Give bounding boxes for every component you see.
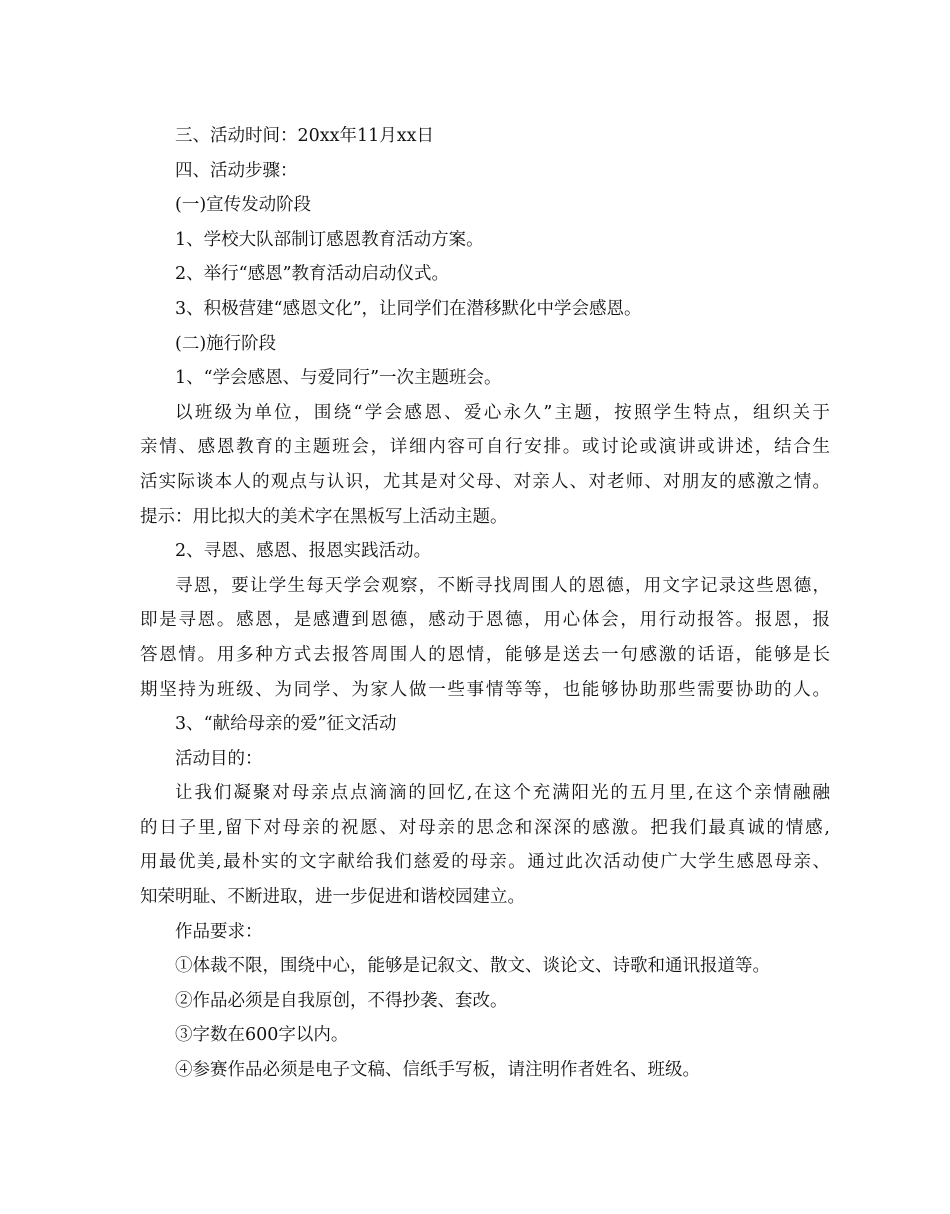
text-line: 1、“学会感恩、与爱同行”一次主题班会。 bbox=[175, 368, 502, 389]
text-line: ③字数在600字以内。 bbox=[175, 1025, 349, 1046]
text-line: 提示：用比拟大的美术字在黑板写上活动主题。 bbox=[140, 506, 508, 527]
text-line: 寻恩，要让学生每天学会观察，不断寻找周围人的恩德，用文字记录这些恩德， bbox=[175, 575, 830, 596]
text-line: 的日子里,留下对母亲的祝愿、对母亲的思念和深深的感激。把我们最真诚的情感, bbox=[140, 817, 830, 838]
text-line: 3、积极营建“感恩文化”，让同学们在潜移默化中学会感恩。 bbox=[175, 298, 642, 319]
text-line: 让我们凝聚对母亲点点滴滴的回忆,在这个充满阳光的五月里,在这个亲情融融 bbox=[175, 783, 830, 804]
text-line: 三、活动时间：20xx年11月xx日 bbox=[175, 126, 435, 146]
text-line: 作品要求： bbox=[175, 921, 263, 942]
text-line: 知荣明耻、不断进取，进一步促进和谐校园建立。 bbox=[140, 887, 525, 908]
text-line: 即是寻恩。感恩，是感遭到恩德，感动于恩德，用心体会，用行动报答。报恩，报 bbox=[140, 610, 830, 631]
text-line: 答恩情。用多种方式去报答周围人的恩情，能够是送去一句感激的话语，能够是长 bbox=[140, 644, 830, 665]
text-line: 2、举行“感恩”教育活动启动仪式。 bbox=[175, 264, 450, 285]
text-line: 期坚持为班级、为同学、为家人做一些事情等等，也能够协助那些需要协助的人。 bbox=[140, 679, 830, 700]
text-line: (一)宣传发动阶段 bbox=[175, 195, 312, 216]
text-line: 亲情、感恩教育的主题班会，详细内容可自行安排。或讨论或演讲或讲述，结合生 bbox=[140, 437, 830, 458]
text-line: ②作品必须是自我原创，不得抄袭、套改。 bbox=[175, 990, 508, 1011]
text-line: ④参赛作品必须是电子文稿、信纸手写板，请注明作者姓名、班级。 bbox=[175, 1060, 700, 1081]
text-line: (二)施行阶段 bbox=[175, 333, 277, 354]
text-line: ①体裁不限，围绕中心，能够是记叙文、散文、谈论文、诗歌和通讯报道等。 bbox=[175, 956, 770, 977]
text-line: 活实际谈本人的观点与认识，尤其是对父母、对亲人、对老师、对朋友的感激之情。 bbox=[140, 471, 830, 492]
text-line: 用最优美,最朴实的文字献给我们慈爱的母亲。通过此次活动使广大学生感恩母亲、 bbox=[140, 852, 830, 873]
text-line: 1、学校大队部制订感恩教育活动方案。 bbox=[175, 229, 484, 250]
text-line: 四、活动步骤： bbox=[175, 160, 298, 181]
text-line: 2、寻恩、感恩、报恩实践活动。 bbox=[175, 541, 432, 562]
text-line: 3、“献给母亲的爱”征文活动 bbox=[175, 714, 397, 735]
document-body bbox=[140, 119, 830, 1088]
text-line: 以班级为单位，围绕“学会感恩、爱心永久”主题，按照学生特点，组织关于 bbox=[175, 402, 830, 423]
text-line: 活动目的： bbox=[175, 748, 263, 769]
